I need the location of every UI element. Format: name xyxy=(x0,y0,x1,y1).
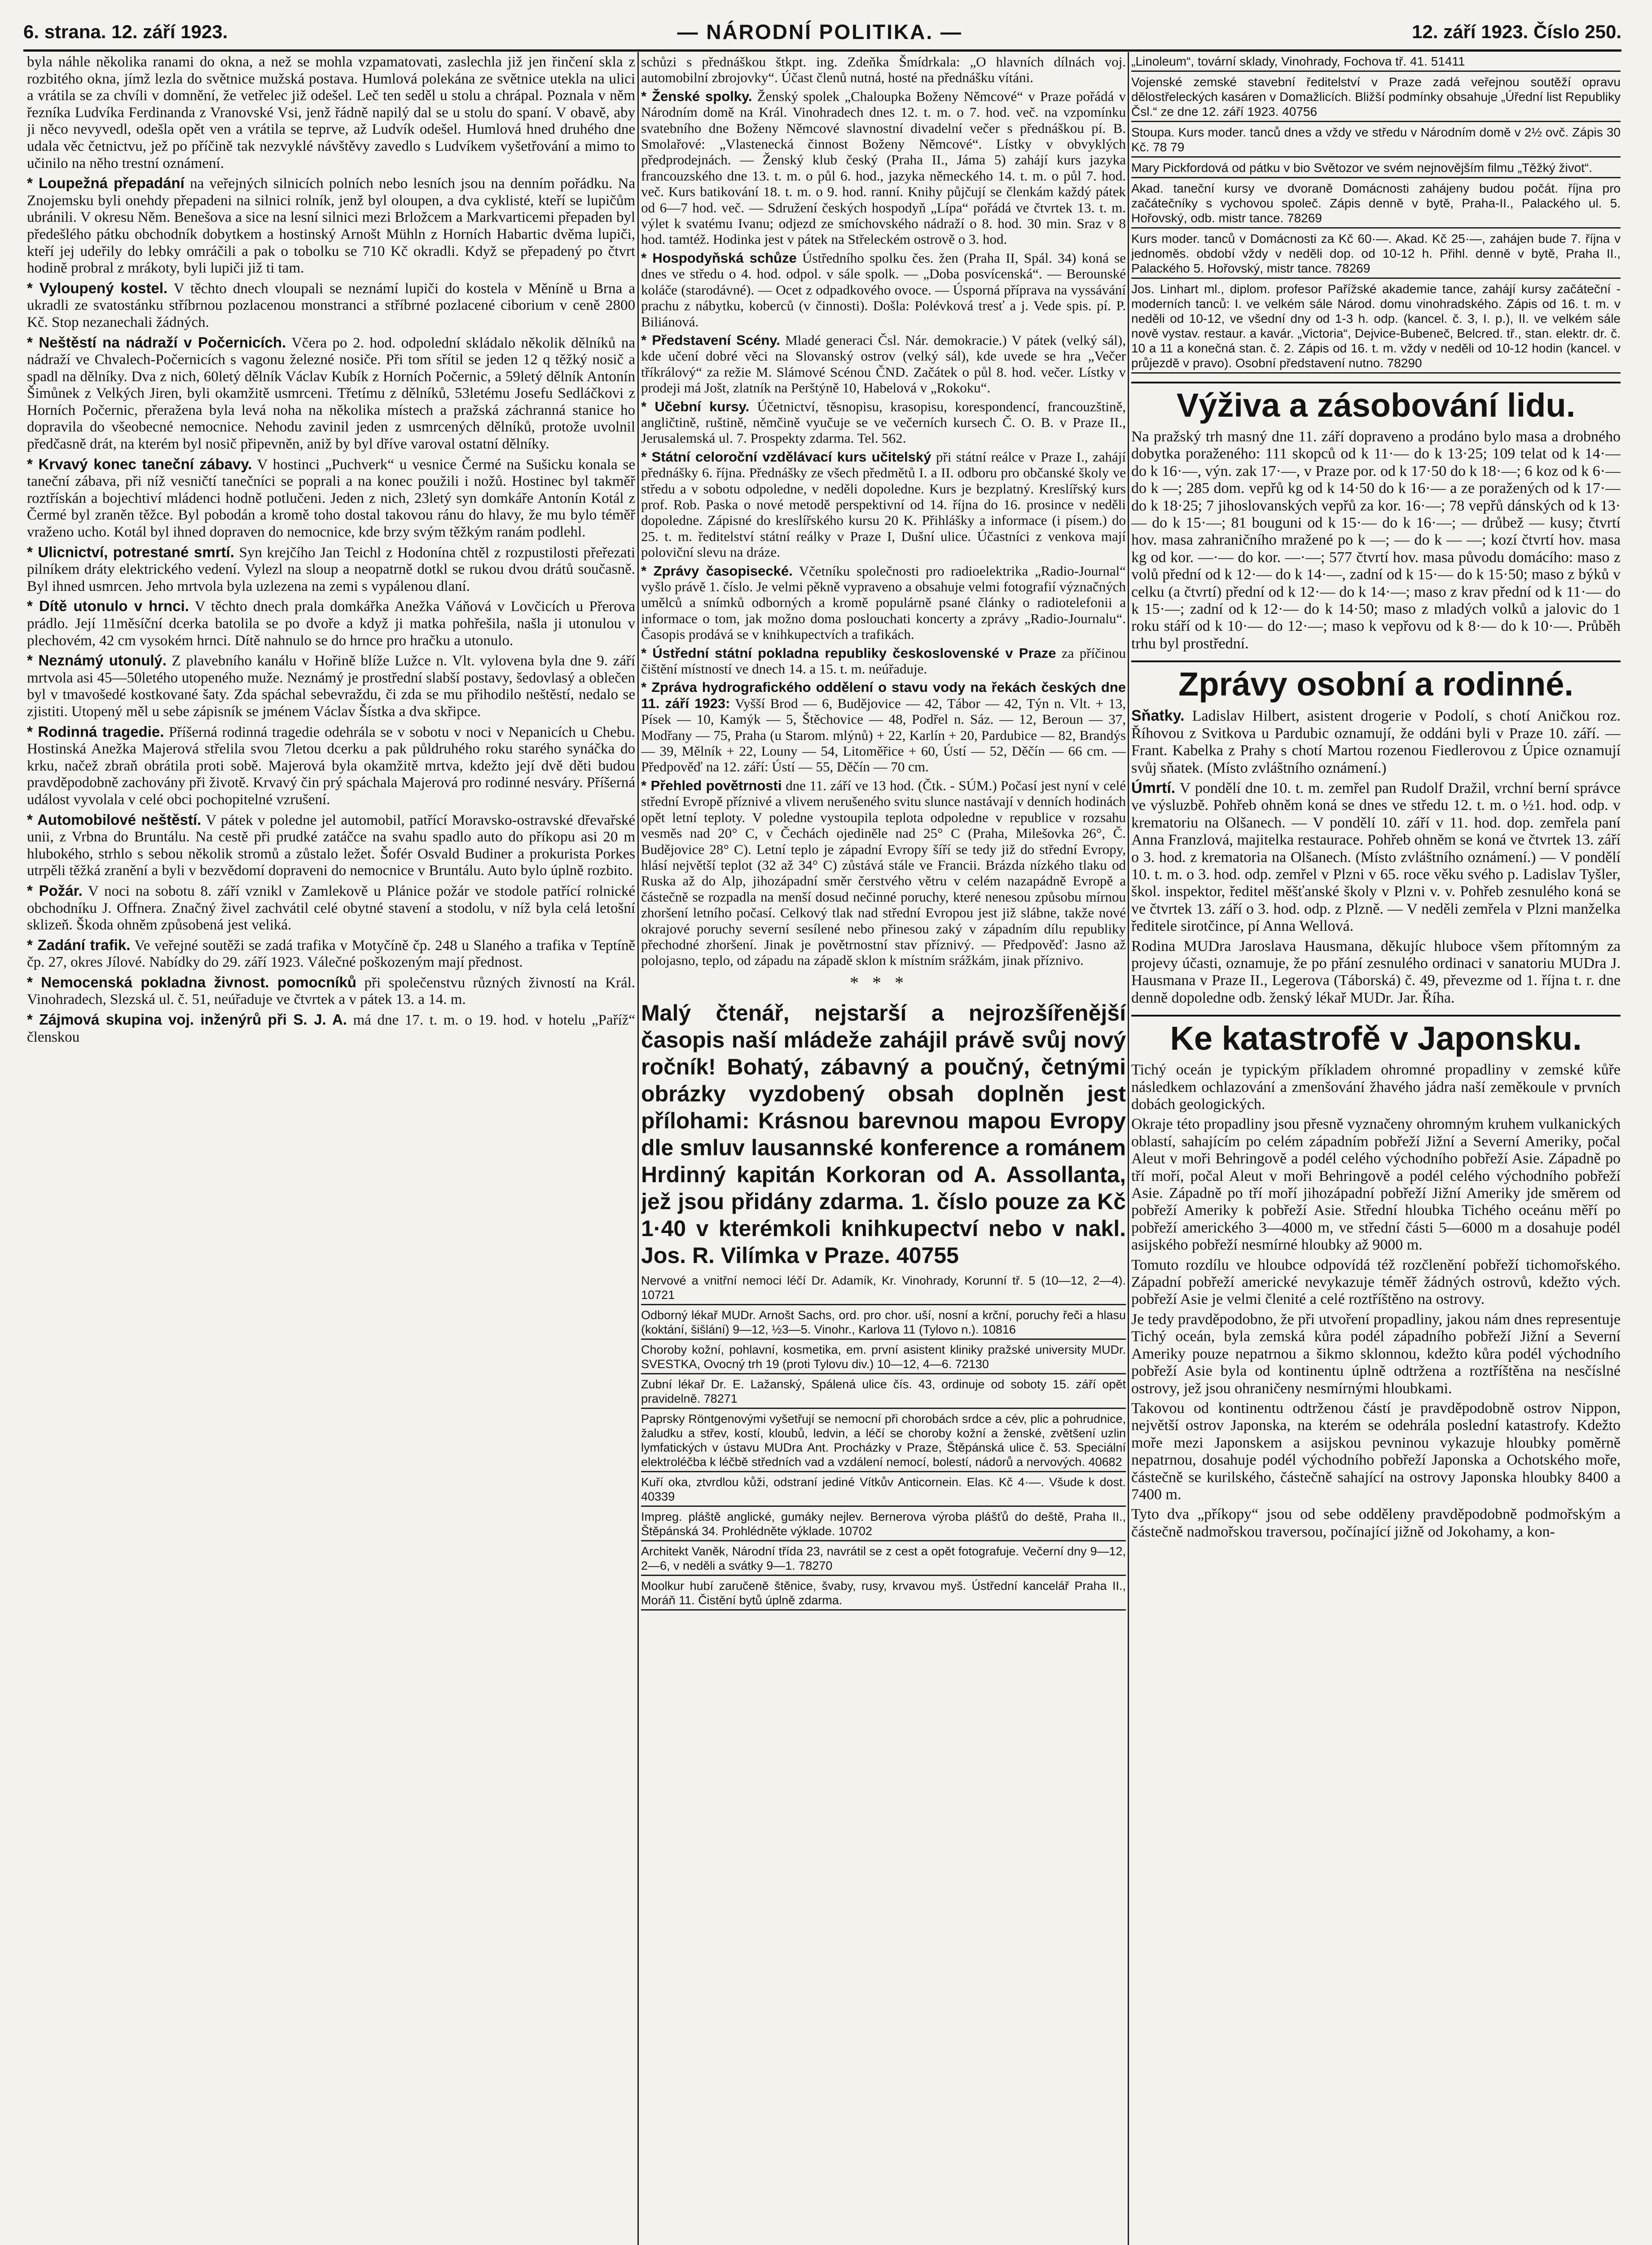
section-title-personal: Zprávy osobní a rodinné. xyxy=(1131,660,1621,703)
news-item xyxy=(27,811,635,880)
classified-ad: Architekt Vaněk, Národní třída 23, navrátil se z cest a opět fotografuje. Večerní dny 9—12, 2—6, v neděli a svátky 9—1. 78270 xyxy=(641,1544,1126,1576)
news-item-text: má dne 17. t. m. o 19. hod. v hotelu „Paříž“ členskou xyxy=(27,1012,635,1045)
news-item-heading: * Zpráva hydrografického oddělení o stavu vody na řekách českých dne 11. září 1923: xyxy=(641,679,1126,711)
news-item xyxy=(641,778,1126,968)
news-item xyxy=(27,334,635,453)
news-item-text: při státní reálce v Praze I., zahájí přednášky 6. října. Přednášky ze všech předmětů I. a II. odboru pro občanské školy ve středu a v sobotu odpoledne, v neděli dopoledne. Kurs je bezplatný. Kreslířský kurs prof. Rob. Paska o nové metodě perspektivní od 14. října do 16. prosince v neděli dopoledne. Zápisné do kreslířského kursu 20 K. Přihlášky a informace (i písem.) do 25. t. m. ředitelství státní reálky v Praze I, Dušní ulice. Účastníci z venkova mají poloviční slevu na dráze. xyxy=(641,449,1126,560)
classified-ad: Mary Pickfordová od pátku v bio Světozor ve svém nejnovějším filmu „Těžký život“. xyxy=(1131,160,1621,178)
news-item xyxy=(641,449,1126,560)
news-item-text: schůzi s přednáškou štkpt. ing. Zdeňka Šmídrkala: „O hlavních dílnách voj. automobilní zbrojovky“. Účast členů nutná, hosté na přednášku vítáni. xyxy=(641,54,1126,86)
header-left: 6. strana. 12. září 1923. xyxy=(23,21,228,42)
news-item-text: Mladé generaci Čsl. Nár. demokracie.) V pátek (velký sál), kde učení dobré věci na Slovanský ostrov (velký sál), kde uvede se hra „Večer tříkrálový“ za režie M. Slámové Scénou ČND. Začátek o půl 8. hod. večer. Lístky v prodeji má Jošt, zlatník na Perštýně 10, Habelová v „Rokoku“. xyxy=(641,332,1126,396)
news-item-heading: * Automobilové neštěstí. xyxy=(27,811,202,828)
header-rule xyxy=(23,49,1621,52)
personal-news xyxy=(1131,707,1621,1007)
column-divider xyxy=(637,52,639,2245)
news-item-heading: * Rodinná tragedie. xyxy=(27,723,164,740)
japan-article xyxy=(1131,1061,1621,1541)
news-item xyxy=(641,399,1126,446)
classified-ad: Odborný lékař MUDr. Arnošt Sachs, ord. pro chor. uší, nosní a krční, poruchy řeči a hlasu (koktání, šišlání) 9—12, ½3—5. Vinohr., Karlova 11 (Tylovo n.). 10816 xyxy=(641,1308,1126,1340)
classified-ad: Nervové a vnitřní nemoci léčí Dr. Adamík, Kr. Vinohrady, Korunní tř. 5 (10—12, 2—4). 10721 xyxy=(641,1273,1126,1305)
page-header xyxy=(23,16,1621,48)
news-item xyxy=(27,175,635,277)
column-3 xyxy=(1131,54,1621,2245)
food-report: Na pražský trh masný dne 11. září dopraveno a prodáno bylo masa a drobného dobytka poraženého: 111 skopců od k 11·— do k 13·25; 109 telat od k 14·— do k 16·—, výn. zak 17·—, v Praze por. od k 17·50 do k 18·—; 6 koz od k 6·— do k —; 285 dom. vepřů kg od k 14·50 do k 16·— a ze poražených od k 17·— do k 18·25; 7 jihoslovanských vepřů za kor. 16·—; 78 vepřů dánských od k 13·— do k 15·—; 81 bouguni od k 15·— do k 16·—; — drůbež — kusy; čtvrtí hov. masa zahraničního mražené po k —; — do k — —; kozí čtvrtí hov. masa kg od kor. —·— do kor. —·—; 577 čtvrtí hov. masa původu domácího: maso z volů přední od k 12·— do k 14·—, zadní od k 15·— do k 15·50; maso z býků v celku (a čtvrtí) přední od k 12·— do k 14·—; maso z krav přední od k 11·— do k 15·—; zadní od k 12·— do k 14·50; maso z mladých volků a jalovic do 1 roku stáří od k 10·— do 12·—; maso k vepřovu od k 8·— do k 10·—. Průběh trhu byl prostřední. xyxy=(1131,428,1621,652)
news-item-text: byla náhle několika ranami do okna, a než se mohla vzpamatovati, zaslechla již jen řinčení skla z rozbitého okna, jímž lezla do světnice mužská postava. Humlová polekána ze světnice utekla na ulici a vrátila se za chvíli v domnění, že vetřelec již odešel. Leč ten seděl u stolu a chrápal. Poznala v něm řezníka Ludvíka Ferdinanda z Vranovské Vsi, jenž řádně napilý dal se u stolu do spaní. V obavě, aby ji něco nevyvedl, odešla opět ven a vrátila se teprve, až Ludvík odešel. Humlová hned druhého dne udala věc četnictvu, jež po příčině tak nezvyklé návštěvy zavedlo s Ludvíkem vyšetřování a mimo to učinilo na něho trestní oznámení. xyxy=(27,54,635,172)
news-item-heading: * Ženské spolky. xyxy=(641,88,752,104)
news-item-text: Ženský spolek „Chaloupka Boženy Němcové“ v Praze pořádá v Národním domě na Král. Vinohradech dnes 12. t. m. o 7. hod. več. na vzpomínku svatebního dne Boženy Němcové slavnostní divadelní večer s přednáškou pí. B. Smolařové: „Vlastenecká činnost Boženy Němcové“. Lístky v obvyklých předprodejnách. — Ženský klub český (Praha II., Jáma 5) zahájí kurs jazyka francouzského dne 13. t. m. o půl 6. hod., jazyka německého 14. t. m. o půl 7. hod. več. Kurs batikování 18. t. m. o 9. hod. ranní. Knihy půjčují se členkám každý pátek od 6—7 hod. več. — Sdružení českých hospodyň „Lípa“ pořádá ve čtvrtek 13. t. m. výlet k svatému Ivanu; odjezd ze smíchovského nádraží o 8. hod. 30 min. Sraz v 8 hod. tamtéž. Hodinka jest v pátek na Střeleckém ostrově o 3. hod. xyxy=(641,88,1126,247)
news-item xyxy=(27,1011,635,1046)
classified-ad: Vojenské zemské stavební ředitelství v Praze zadá veřejnou soutěží opravu dělostřeleckých kasáren v Domažlicích. Bližší podmínky obsahuje „Úřední list Republiky Čsl.“ ze dne 12. září 1923. 40756 xyxy=(1131,75,1621,122)
news-item-text: Vyšší Brod — 6, Budějovice — 42, Tábor — 42, Týn n. Vlt. + 13, Písek — 10, Kamýk — 5, Štěchovice — 48, Podřel n. Sáz. — 12, Beroun — 37, Modřany — 75, Praha (u Starom. mlýnů) + 22, Karlín + 20, Pardubice — 82, Brandýs — 39, Mělník + 22, Louny — 54, Litoměřice + 60, Ústí — 52, Děčín — 66 cm. — Předpověď na 12. září: Ústí — 55, Děčín — 70 cm. xyxy=(641,695,1126,775)
news-item xyxy=(641,563,1126,643)
article-paragraph: Je tedy pravděpodobno, že při utvoření propadliny, jakou nám dnes representuje Tichý oceán, byla zemská kůra podél západního pobřeží Jižní a Severní Ameriky pouze nepatrnou a šikmo sklonnou, kdežto kůra podél východního pobřeží Asie byla od kontinentu úplně odtržena a roztříštěna na nesčíslné ostrovy, jež jsou ohraničeny nesmírnými hloubkami. xyxy=(1131,1311,1621,1397)
news-item-heading: * Ulicnictví, potrestané smrtí. xyxy=(27,543,234,560)
news-item xyxy=(641,88,1126,247)
column-divider xyxy=(1128,52,1129,2245)
news-item-text: Ústředního spolku čes. žen (Praha II, Spál. 34) koná se dnes ve středu o 4. hod. odpol. v sále spolk. — „Doba posvícenská“. — Berounské koláče (starodávné). — Ocet z odpadkového ovoce. — Úsporná příprava na vyssávání prachu z nábytku, koberců (v činnosti). Došla: Polévková tresť a j. Vede spis. pí. P. Biliánová. xyxy=(641,250,1126,330)
news-item-heading: Sňatky. xyxy=(1131,707,1185,725)
news-item-text: V těchto dnech prala domkářka Anežka Váňová v Lovčicích u Přerova prádlo. Její 11měsíční dcerka batolila se po dvoře a když ji matka pohřešila, našla ji utonulou v plechovém, 42 cm vysokém hrnci. Dítě nahnulo se do hrnce pro hračku a utonulo. xyxy=(27,599,635,649)
header-right: 12. září 1923. Číslo 250. xyxy=(1412,21,1621,42)
classified-ad: Kuří oka, ztvrdlou kůži, odstraní jediné Vítkův Anticornein. Elas. Kč 4·—. Všude k dost. 40339 xyxy=(641,1475,1126,1507)
classified-ad: Zubní lékař Dr. E. Lažanský, Spálená ulice čís. 43, ordinuje od soboty 15. září opět pravidelně. 78271 xyxy=(641,1377,1126,1409)
news-item-heading: Úmrtí. xyxy=(1131,779,1176,797)
classified-ads xyxy=(641,1273,1126,1611)
classified-ads-top xyxy=(1131,54,1621,374)
news-item-text: za příčinou čištění místností ve dnech 14. a 15. t. m. neúřaduje. xyxy=(641,645,1126,677)
news-item-text: V pátek v poledne jel automobil, patřící Moravsko-ostravské dřevařské unii, z Vrbna do Bruntálu. Na cestě při prudké zatáčce na svahu spadlo auto do příkopu asi 20 m hlubokého, strhlo s sebou několik stromů a zůstalo ležet. Šofér Osvald Budiner a prokurista Porkes utrpěli těžká zranění a byli v bezvědomí dopraveni do nemocnice v Bruntálu. Auto bylo úplně rozbito. xyxy=(27,812,635,879)
news-item-heading: * Zadání trafik. xyxy=(27,936,131,953)
news-item xyxy=(27,544,635,595)
classified-ad: Choroby kožní, pohlavní, kosmetika, em. první asistent kliniky pražské university MUDr. SVESTKA, Ovocný trh 19 (proti Tylovu div.) 10—12, 4—6. 72130 xyxy=(641,1343,1126,1374)
article-paragraph: Tichý oceán je typickým příkladem ohromné propadliny v zemské kůře následkem ochlazování a zmenšování žhavého jádra naší zeměkoule v prvních dobách geologických. xyxy=(1131,1061,1621,1113)
news-item-text: V noci na sobotu 8. září vznikl v Zamlekově u Plánice požár ve stodole patřící rolnické obchodníku J. Offnera. Značný živel zachvátil celé obytné stavení a stodolu, v níž byla celá letošní sklizeň. Škoda ohněm způsobená jest veliká. xyxy=(27,883,635,933)
news-item xyxy=(27,974,635,1008)
news-item-text: V těchto dnech vloupali se neznámí lupiči do kostela v Měníně u Brna a ukradli ze svatostánku stříbrnou pozlacenou monstranci a stříbrné pozlacené ciborium v ceně 2800 Kč. Stop nezanechali žádných. xyxy=(27,280,635,330)
news-item-text: Příšerná rodinná tragedie odehrála se v sobotu v noci v Nepanicích u Chebu. Hostinská Anežka Majerová střelila svou 7letou dcerku a pak půldruhého roku starého synáčka do krku, načež zbraň obrátila proti sobě. Majerová byla okamžitě mrtva, kdežto její dvě děti budou pravděpodobně zachovány při životě. Krvavý čin prý spáchala Majerová pro rodinné nesváry. Příšerná událost vyvolala v celé obci pochopitelné vzrušení. xyxy=(27,724,635,808)
classified-ad: Jos. Linhart ml., diplom. profesor Pařížské akademie tance, zahájí kursy začáteční - moderních tanců: I. ve velkém sále Národ. domu vinohradského. Zápis od 16. t. m. v neděli od 10-12, ve všední dny od 1-3 h. odp. (kancel. č. 3, I. p.), II. ve velkém sále nově vystav. restaur. a kavár. „Victoria“, Dejvice-Bubeneč, Belcred. tř., stan. elektr. dr. č. 10 a 11 a konečná stan. č. 2. Zápis od 16. t. m. vždy v neděli od 10-12 hodin (kancel. v průjezdě v pravo). Osobní představení nutno. 78290 xyxy=(1131,282,1621,374)
news-item-text: Včera po 2. hod. odpolední skládalo několik dělníků na nádraží ve Chvalech-Počernicích s vagonu železné nosiče. Při tom sřítil se jeden 12 q těžký nosič a spadl na dělníky. Dva z nich, 60letý dělník Václav Kubík z Horních Počernic, a 59letý dělník Antonín Šimůnek z Velkých Jiren, byli okamžitě usmrceni. Třetímu z dělníků, 53letému Josefu Sedláčkovi z Horních Počernic, přeražena byla levá noha na několika místech a pražská záchranná stanice ho dopravila do všeobecné nemocnice. Nehodu zavinil jeden z usmrcených dělníků, protože uvolnil předčasně drát, na kterém byl nosič připevněn, aniž by byl dříve varoval ostatní dělníky. xyxy=(27,335,635,453)
article-paragraph: Takovou od kontinentu odtrženou částí je pravděpodobně ostrov Nippon, největší ostrov Japonska, na kterém se odehrála poslední katastrofy. Kdežto moře mezi Japonskem a asijskou pevninou vykazuje hloubky poměrně nepatrnou, dosahuje podél východního pobřeží Japonska a Ochotského moře, částečně se kurilského, částečně sahající na ostrovy Japonska hloubky 8400 a 7400 m. xyxy=(1131,1400,1621,1503)
section-title-food: Výživa a zásobování lidu. xyxy=(1131,382,1621,424)
news-item-text: Rodina MUDra Jaroslava Hausmana, děkujíc hluboce všem přítomným za projevy účasti, oznamuje, že po přání zesnulého ordinaci v sanatoriu MUDra J. Hausmana v Praze II., Legerova (Táborská) č. 49, převezme od 1. října t. r. dne denně dopoledne odb. ženský lékař MUDr. Jar. Říha. xyxy=(1131,938,1621,1006)
news-item-heading: * Zprávy časopisecké. xyxy=(641,563,793,579)
news-item xyxy=(1131,779,1621,935)
news-item xyxy=(641,645,1126,677)
classified-ad: Impreg. pláště anglické, gumáky nejlev. Bernerova výroba plášťů do deště, Praha II., Štěpánská 34. Prohlédněte výklade. 10702 xyxy=(641,1510,1126,1541)
news-item-heading: * Zájmová skupina voj. inženýrů při S. J. A. xyxy=(27,1011,347,1028)
news-item-text: V hostinci „Puchverk“ u vesnice Čermé na Sušicku konala se taneční zábava, při níž vesničtí tanečníci se poprali a na konec použili i nožů. Hostinec byl takměř roztřískán a bojechtiví mládenci hodně potlučeni. Jeden z nich, 23letý syn domkáře Antonín Kotál z Čermé byl zraněn těžce. Byl pobodán a kromě toho dostal takovou ránu do hlavy, že mu bylo téměř vraženo ucho. Kotál byl ihned dopraven do nemocnice, kde brzy svým těžkým ranám podlehl. xyxy=(27,456,635,541)
news-item-heading: * Státní celoroční vzdělávací kurs učitelský xyxy=(641,449,931,465)
masthead-title: — NÁRODNÍ POLITIKA. — xyxy=(677,20,962,44)
news-item-heading: * Učební kursy. xyxy=(641,398,750,414)
news-item xyxy=(27,54,635,172)
news-item-text: při společenstvu různých živností na Král. Vinohradech, Slezská ul. č. 51, neúřaduje ve čtvrtek a v pátek 13. a 14. m. xyxy=(27,974,635,1008)
news-item-heading: * Neštěstí na nádraží v Počernicích. xyxy=(27,334,286,351)
news-item-heading: * Hospodyňská schůze xyxy=(641,250,797,266)
news-item-text: Účetnictví, těsnopisu, krasopisu, korespondencí, francouzštině, angličtině, ruštině, němčině vyučuje se ve večerních kursech Č. O. B. v Praze II., Jerusalemská ul. 7. Prospekty zdarma. Tel. 562. xyxy=(641,398,1126,446)
news-item-heading: * Krvavý konec taneční zábavy. xyxy=(27,455,252,472)
news-item-text: Ladislav Hilbert, asistent drogerie v Podolí, s chotí Aničkou roz. Říhovou z Svitkova u Pardubic oznamují, že oddáni byli v Praze 10. září. — Frant. Kabelka z Prahy s chotí Martou rozenou Fiedlerovou z Úpice oznamují svůj sňatek. (Místo zvláštního oznámení.) xyxy=(1131,708,1621,776)
column-2 xyxy=(641,54,1126,2245)
news-item xyxy=(27,937,635,971)
magazine-promo: Malý čtenář, nejstarší a nejrozšířenější časopis naší mládeže zahájil právě svůj nový ročník! Bohatý, zábavný a poučný, četnými obrázky vyzdobený obsah doplněn jest přílohami: Krásnou barevnou mapou Evropy dle smluv lausannské konference a románem Hrdinný kapitán Korkoran od A. Assollanta, jež jsou přidány zdarma. 1. číslo pouze za Kč 1·40 v kterémkoli knihkupectví nebo v nakl. Jos. R. Vilímka v Praze. 40755 xyxy=(641,1000,1126,1268)
news-item xyxy=(641,679,1126,775)
news-item-text: Ve veřejné soutěži se zadá trafika v Motyčíně čp. 248 u Slaného a trafika v Teptíně čp. 27, okres Jílové. Nabídky do 29. září 1923. Válečné poškozeným mají přednost. xyxy=(27,937,635,971)
column-2-news xyxy=(641,54,1126,968)
article-paragraph: Okraje této propadliny jsou přesně vyznačeny ohromným kruhem vulkanických oblastí, sahajícím po celém západním pobřeží Jižní a Severní Ameriky, počal Aleut v moři Behringově a podél celého východního pobřeží Asie. Západně po tří moří, počal Aleut v moři Behringově a podél celého východního pobřeží Asie. Západně po tří moří jihozápadní pobřeží Jižní Ameriky jde směrem od pobřeží Ameriky k pobřeží Asie. Střední hloubka Tichého oceánu měří po pobřeží amerického 3—4000 m, ve střední části 5—6000 m a dosahuje podél asijského pobřeží nesmírné hloubky až 9000 m. xyxy=(1131,1116,1621,1254)
news-item xyxy=(27,456,635,541)
news-item xyxy=(641,332,1126,396)
news-item-heading: * Představení Scény. xyxy=(641,332,780,348)
news-item xyxy=(27,882,635,934)
article-paragraph: Tyto dva „příkopy“ jsou od sebe odděleny pravděpodobně podmořským a částečně nadmořskou traversou, počínající jižně od Jokohamy, a kon- xyxy=(1131,1506,1621,1540)
classified-ad: Kurs moder. tanců v Domácnosti za Kč 60·—. Akad. Kč 25·—, zahájen bude 7. října v jednoměs. období vždy v neděli dop. od 10-12 h. Přihl. denně v bytě, Praha II., Palackého 5. Hořovský, mistr tance. 78269 xyxy=(1131,231,1621,279)
news-item-heading: * Loupežná přepadání xyxy=(27,175,185,192)
classified-ad: „Linoleum“, tovární sklady, Vinohrady, Fochova tř. 41. 51411 xyxy=(1131,54,1621,72)
news-item-text: Z plavebního kanálu v Hořině blíže Lužce n. Vlt. vylovena byla dne 9. září mrtvola asi 45—50letého utopeného muže. Neznámý je prostřední slabší postavy, šedovlasý a oblečen byl v tmavošedé kostkované šaty. Zda spáchal sebevraždu, či zda se mu přihodilo neštěstí, nedalo se zjistiti. Utopený měl u sebe zápisník se jménem Václav Šístka a dva skřipce. xyxy=(27,653,635,720)
classified-ad: Stoupa. Kurs moder. tanců dnes a vždy ve středu v Národním domě v 2½ ovč. Zápis 30 Kč. 78 79 xyxy=(1131,125,1621,158)
news-item-heading: * Nemocenská pokladna živnost. pomocníků xyxy=(27,973,356,990)
classified-ad: Paprsky Röntgenovými vyšetřují se nemocní při chorobách srdce a cév, plic a pohrudnice, žaludku a střev, kostí, kloubů, ledvin, a léčí se choroby kožní a ženské, zvětšení uzlin lymfatických v ústavu MUDra Ant. Procházky v Praze, Štěpánská ulice č. 53. Speciální elektroléčba k léčbě středních vad a vzdálení nemocí, bolestí, nádorů a nervových. 40682 xyxy=(641,1412,1126,1472)
news-item xyxy=(1131,707,1621,777)
news-item xyxy=(27,598,635,649)
news-item-text: dne 11. září ve 13 hod. (Čtk. - SÚM.) Počasí jest nyní v celé střední Evropě příznivé a vlivem nerušeného svitu slunce nastávají v denních hodinách opět letní teploty. V poledne vystoupila teplota odpoledne v republice v rozsahu vesměs nad 20° C, v Čechách ojediněle nad 25° C (Praha, Milešovka 26°, Č. Budějovice 28° C). Letní teplo je západní Evropy šíří se tedy již do střední Evropy, hlásí největší teplot (32 až 34° C) zůstává stále ve Francii. Brázda nízkého tlaku od Ruska až do Alp, jihozápadní směr čerstvého větru v celém nazapádně Evropě a částečně se rozpadla na menší dosud nečinné poruchy, které nenesou způsobu mírnou zhoršení letního počasí. Celkový tlak nad střední Evropou jest již slábne, takže nové okrajové poruchy severní sesílené nebo přinesou zaký v západním dílu republiky přechodné zhoršení. Jinak je povětrnostní stav příznivý. — Předpověď: Jasno až polojasno, teplo, od západu na západě sklon k místním srážkám, jinak příznivo. xyxy=(641,777,1126,968)
news-item-text: V pondělí dne 10. t. m. zemřel pan Rudolf Dražil, vrchní berní správce ve výsluzbě. Pohřeb ohněm koná se dnes ve středu 12. t. m. o ½1. hod. odp. v krematoriu na Olšanech. — V pondělí 10. září v 11. hod. dop. zemřela paní Anna Franzlová, majitelka restaurace. Pohřeb ohněm se koná ve čtvrtek 13. září o 3. hod. z krematoria na Olšanech. (Místo zvláštního oznámení.) — V pondělí 10. t. m. o 3. hod. odp. zemřel v Plzni v 65. roce věku svého p. Ladislav Tyšler, škol. inspektor, ředitel měšťanské školy v Plzni v. v. Pohřeb zesnulého koná se ve čtvrtek 13. září o 3. hod. odp. z Plzně. — V neděli zemřela v Plzni manželka ředitele sirotčince, pí Anna Wellová. xyxy=(1131,779,1621,935)
news-item xyxy=(27,280,635,331)
news-item xyxy=(27,723,635,809)
news-item-heading: * Neznámý utonulý. xyxy=(27,652,167,669)
news-item-heading: * Přehled povětrnosti xyxy=(641,777,782,793)
separator-stars: *** xyxy=(850,972,917,993)
news-item xyxy=(27,652,635,720)
news-item-heading: * Požár. xyxy=(27,882,83,899)
news-item xyxy=(641,54,1126,86)
column-1 xyxy=(27,54,635,2245)
news-item xyxy=(641,250,1126,330)
section-title-japan: Ke katastrofě v Japonsku. xyxy=(1131,1015,1621,1057)
news-item-text: Syn krejčího Jan Teichl z Hodonína chtěl z rozpustilosti přeřezati pilníkem dráty elektrického vedení. Vylezl na sloup a neopatrně dotkl se rukou dvou drátů současně. Byl ihned usmrcen. Jeho mrtvola byla uzlezena na zemi s vypálenou dlaní. xyxy=(27,544,635,594)
news-item-heading: * Dítě utonulo v hrnci. xyxy=(27,598,189,615)
article-paragraph: Tomuto rozdílu ve hloubce odpovídá též rozčlenění pobřeží tichomořského. Západní pobřeží americké nevykazuje téměř žádných ostrovů, kdežto vých. pobřeží Asie je velmi členité a celé roztříštěno na ostrovy. xyxy=(1131,1256,1621,1308)
news-item-text: na veřejných silnicích polních nebo lesních jsou na denním pořádku. Na Znojemsku byli onehdy přepadeni na silnici rolník, jenž byl oloupen, a dva cyklisté, kteří se lupičům ubránili. V okresu Něm. Benešova a sice na lesní silnici mezi Brložcem a Markvarticemi přepaden byl předešlého pátku obchodník dobytkem a hostinský Arnošt Mühln z Horních Habartic dvěma lupiči, kteří jej udeřily do lebky omráčili a pak o tobolku se 710 Kč okradli. Když se přepadený po čtvrt hodině probral z mrákoty, byli lupiči již ti tam. xyxy=(27,176,635,277)
news-item-heading: * Vyloupený kostel. xyxy=(27,279,168,296)
news-item-heading: * Ústřední státní pokladna republiky československé v Praze xyxy=(641,645,1056,661)
news-item-text: Včetníku společnosti pro radioelektrika „Radio-Journal“ vyšlo právě 1. číslo. Je velmi pěkně vypraveno a obsahuje velmi fotografií význačných umělců a snímků odborných a kromě populárně psané články o radiotelefonii a informace o tom, jak možno doma poslouchati koncerty a zprávy „Radio-Journalu“. Časopis prodává se v knihkupectvích a trafikách. xyxy=(641,563,1126,643)
classified-ad: Akad. taneční kursy ve dvoraně Domácnosti zahájeny budou počát. října pro začátečníky s vychovou společ. Zápis denně v bytě, Praha-II., Palackého ul. 5. Hořovský, odb. mistr tance. 78269 xyxy=(1131,181,1621,229)
classified-ad: Moolkur hubí zaručeně štěnice, švaby, rusy, krvavou myš. Ústřední kancelář Praha II., Moráň 11. Čistění bytů úplně zdarma. xyxy=(641,1579,1126,1611)
news-item xyxy=(1131,938,1621,1007)
